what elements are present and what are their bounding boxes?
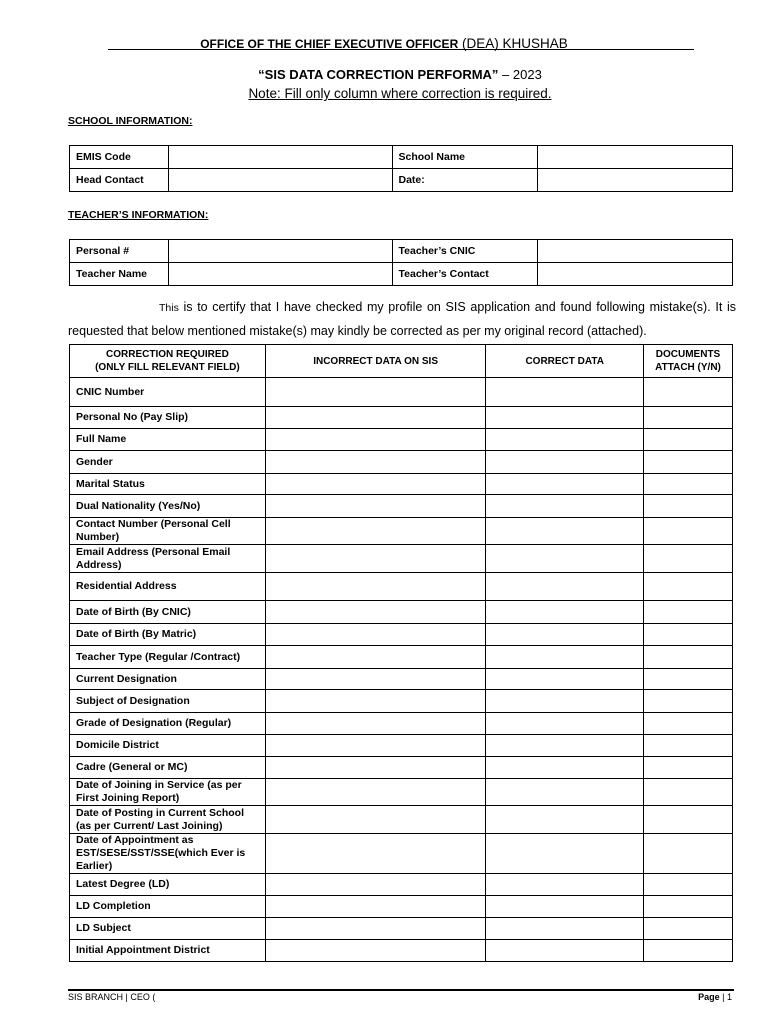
documents-attach-cell[interactable] — [644, 601, 733, 624]
documents-attach-cell[interactable] — [644, 474, 733, 495]
correct-data-cell[interactable] — [486, 518, 644, 545]
documents-attach-cell[interactable] — [644, 940, 733, 962]
correction-field-label: Full Name — [70, 429, 266, 451]
documents-attach-cell[interactable] — [644, 757, 733, 779]
table-row — [70, 735, 733, 757]
correction-table — [69, 344, 733, 962]
header-documents-attach: DOCUMENTS ATTACH (Y/N) — [644, 345, 733, 378]
correct-data-cell[interactable] — [486, 713, 644, 735]
table-row — [70, 518, 733, 545]
documents-attach-cell[interactable] — [644, 896, 733, 918]
emis-code-label: EMIS Code — [70, 146, 169, 169]
table-row — [70, 429, 733, 451]
documents-attach-cell[interactable] — [644, 806, 733, 834]
footer-branch: SIS BRANCH | CEO ( — [68, 992, 156, 1002]
correction-field-label: Contact Number (Personal Cell Number) — [70, 518, 266, 545]
correction-table-body — [70, 378, 733, 962]
correct-data-cell[interactable] — [486, 495, 644, 518]
teacher-cnic-label: Teacher’s CNIC — [392, 240, 538, 263]
table-row — [70, 407, 733, 429]
correct-data-cell[interactable] — [486, 918, 644, 940]
instruction-note: Note: Fill only column where correction is required. — [248, 86, 552, 101]
incorrect-data-cell[interactable] — [265, 573, 486, 601]
correction-field-label: Date of Birth (By Matric) — [70, 624, 266, 646]
documents-attach-cell[interactable] — [644, 429, 733, 451]
correct-data-cell[interactable] — [486, 474, 644, 495]
table-row — [70, 495, 733, 518]
documents-attach-cell[interactable] — [644, 690, 733, 713]
school-name-label: School Name — [392, 146, 538, 169]
incorrect-data-cell[interactable] — [265, 601, 486, 624]
incorrect-data-cell[interactable] — [265, 429, 486, 451]
teacher-info-table — [69, 239, 733, 286]
personal-number-field[interactable] — [168, 240, 392, 263]
documents-attach-cell[interactable] — [644, 545, 733, 573]
table-row — [70, 757, 733, 779]
certification-text: is to certify that I have checked my profile on SIS application and found following mistake(s). It is requested that below mentioned mistake(s) may kindly be corrected as per my original record (attached). — [68, 300, 736, 338]
correction-field-label: Residential Address — [70, 573, 266, 601]
table-row — [70, 918, 733, 940]
table-row — [70, 874, 733, 896]
documents-attach-cell[interactable] — [644, 518, 733, 545]
correction-field-label: CNIC Number — [70, 378, 266, 407]
correction-field-label: Date of Birth (By CNIC) — [70, 601, 266, 624]
table-row — [70, 451, 733, 474]
incorrect-data-cell[interactable] — [265, 940, 486, 962]
incorrect-data-cell[interactable] — [265, 518, 486, 545]
table-row — [70, 806, 733, 834]
footer-page-label: Page — [698, 992, 720, 1002]
correction-field-label: Subject of Designation — [70, 690, 266, 713]
school-info-heading: SCHOOL INFORMATION: — [68, 115, 193, 127]
correct-data-cell[interactable] — [486, 407, 644, 429]
correction-field-label: Date of Appointment as EST/SESE/SST/SSE(which Ever is Earlier) — [70, 834, 266, 874]
table-row — [70, 690, 733, 713]
certification-paragraph — [68, 296, 736, 343]
table-row — [70, 601, 733, 624]
correction-field-label: Teacher Type (Regular /Contract) — [70, 646, 266, 669]
correction-field-label: Grade of Designation (Regular) — [70, 713, 266, 735]
correction-field-label: Cadre (General or MC) — [70, 757, 266, 779]
teacher-info-row — [70, 240, 733, 263]
school-info-row — [70, 146, 733, 169]
incorrect-data-cell[interactable] — [265, 896, 486, 918]
table-row — [70, 573, 733, 601]
table-row — [70, 896, 733, 918]
documents-attach-cell[interactable] — [644, 735, 733, 757]
documents-attach-cell[interactable] — [644, 407, 733, 429]
incorrect-data-cell[interactable] — [265, 779, 486, 806]
correct-data-cell[interactable] — [486, 735, 644, 757]
documents-attach-cell[interactable] — [644, 495, 733, 518]
correct-data-cell[interactable] — [486, 573, 644, 601]
incorrect-data-cell[interactable] — [265, 874, 486, 896]
correction-field-label: Date of Posting in Current School (as per Current/ Last Joining) — [70, 806, 266, 834]
school-name-field[interactable] — [538, 146, 733, 169]
correction-field-label: Domicile District — [70, 735, 266, 757]
incorrect-data-cell[interactable] — [265, 378, 486, 407]
correct-data-cell[interactable] — [486, 646, 644, 669]
correction-field-label: Gender — [70, 451, 266, 474]
incorrect-data-cell[interactable] — [265, 669, 486, 690]
incorrect-data-cell[interactable] — [265, 713, 486, 735]
correction-field-label: Personal No (Pay Slip) — [70, 407, 266, 429]
school-info-row — [70, 169, 733, 192]
certification-this: This — [159, 302, 179, 314]
correct-data-cell[interactable] — [486, 757, 644, 779]
personal-number-label: Personal # — [70, 240, 169, 263]
incorrect-data-cell[interactable] — [265, 407, 486, 429]
correct-data-cell[interactable] — [486, 451, 644, 474]
performa-title-bold: “SIS DATA CORRECTION PERFORMA” — [258, 67, 499, 82]
documents-attach-cell[interactable] — [644, 713, 733, 735]
header-divider — [108, 49, 694, 50]
head-contact-field[interactable] — [168, 169, 392, 192]
teacher-cnic-field[interactable] — [538, 240, 733, 263]
documents-attach-cell[interactable] — [644, 669, 733, 690]
performa-title — [0, 67, 768, 82]
correct-data-cell[interactable] — [486, 429, 644, 451]
incorrect-data-cell[interactable] — [265, 806, 486, 834]
correct-data-cell[interactable] — [486, 834, 644, 874]
incorrect-data-cell[interactable] — [265, 474, 486, 495]
incorrect-data-cell[interactable] — [265, 690, 486, 713]
incorrect-data-cell[interactable] — [265, 451, 486, 474]
correction-field-label: Marital Status — [70, 474, 266, 495]
correct-data-cell[interactable] — [486, 806, 644, 834]
documents-attach-cell[interactable] — [644, 779, 733, 806]
correct-data-cell[interactable] — [486, 545, 644, 573]
documents-attach-cell[interactable] — [644, 451, 733, 474]
documents-attach-cell[interactable] — [644, 874, 733, 896]
correct-data-cell[interactable] — [486, 690, 644, 713]
teacher-name-field[interactable] — [168, 263, 392, 286]
correction-field-label: Dual Nationality (Yes/No) — [70, 495, 266, 518]
office-title-sub: (DEA) KHUSHAB — [458, 36, 568, 51]
teacher-info-row — [70, 263, 733, 286]
incorrect-data-cell[interactable] — [265, 735, 486, 757]
date-label: Date: — [392, 169, 538, 192]
footer-divider — [68, 989, 734, 991]
correction-field-label: LD Completion — [70, 896, 266, 918]
header-correct-data: CORRECT DATA — [486, 345, 644, 378]
table-row — [70, 624, 733, 646]
correct-data-cell[interactable] — [486, 669, 644, 690]
documents-attach-cell[interactable] — [644, 834, 733, 874]
teacher-info-heading: TEACHER’S INFORMATION: — [68, 209, 209, 221]
correction-field-label: LD Subject — [70, 918, 266, 940]
school-info-table — [69, 145, 733, 192]
date-field[interactable] — [538, 169, 733, 192]
office-title-main: OFFICE OF THE CHIEF EXECUTIVE OFFICER — [200, 37, 459, 51]
footer-page — [698, 992, 732, 1002]
table-row — [70, 669, 733, 690]
incorrect-data-cell[interactable] — [265, 646, 486, 669]
correction-field-label: Initial Appointment District — [70, 940, 266, 962]
incorrect-data-cell[interactable] — [265, 545, 486, 573]
documents-attach-cell[interactable] — [644, 573, 733, 601]
correction-field-label: Latest Degree (LD) — [70, 874, 266, 896]
table-row — [70, 545, 733, 573]
documents-attach-cell[interactable] — [644, 378, 733, 407]
teacher-contact-label: Teacher’s Contact — [392, 263, 538, 286]
correct-data-cell[interactable] — [486, 624, 644, 646]
incorrect-data-cell[interactable] — [265, 757, 486, 779]
table-row — [70, 779, 733, 806]
documents-attach-cell[interactable] — [644, 624, 733, 646]
incorrect-data-cell[interactable] — [265, 495, 486, 518]
footer-page-number: 1 — [726, 992, 732, 1002]
teacher-contact-field[interactable] — [538, 263, 733, 286]
correct-data-cell[interactable] — [486, 779, 644, 806]
documents-attach-cell[interactable] — [644, 646, 733, 669]
correct-data-cell[interactable] — [486, 378, 644, 407]
incorrect-data-cell[interactable] — [265, 918, 486, 940]
correction-field-label: Date of Joining in Service (as per First Joining Report) — [70, 779, 266, 806]
table-row — [70, 646, 733, 669]
table-row — [70, 834, 733, 874]
performa-year: – 2023 — [498, 67, 542, 82]
header-correction-required: CORRECTION REQUIRED (ONLY FILL RELEVANT FIELD) — [70, 345, 266, 378]
head-contact-label: Head Contact — [70, 169, 169, 192]
table-row — [70, 940, 733, 962]
correct-data-cell[interactable] — [486, 896, 644, 918]
incorrect-data-cell[interactable] — [265, 834, 486, 874]
incorrect-data-cell[interactable] — [265, 624, 486, 646]
header-incorrect-data: INCORRECT DATA ON SIS — [265, 345, 486, 378]
footer-page-sep: | — [719, 992, 727, 1002]
teacher-name-label: Teacher Name — [70, 263, 169, 286]
table-row — [70, 378, 733, 407]
correction-table-header — [70, 345, 733, 378]
emis-code-field[interactable] — [168, 146, 392, 169]
correct-data-cell[interactable] — [486, 874, 644, 896]
correction-field-label: Current Designation — [70, 669, 266, 690]
correct-data-cell[interactable] — [486, 601, 644, 624]
table-row — [70, 474, 733, 495]
correction-field-label: Email Address (Personal Email Address) — [70, 545, 266, 573]
table-row — [70, 713, 733, 735]
documents-attach-cell[interactable] — [644, 918, 733, 940]
correct-data-cell[interactable] — [486, 940, 644, 962]
